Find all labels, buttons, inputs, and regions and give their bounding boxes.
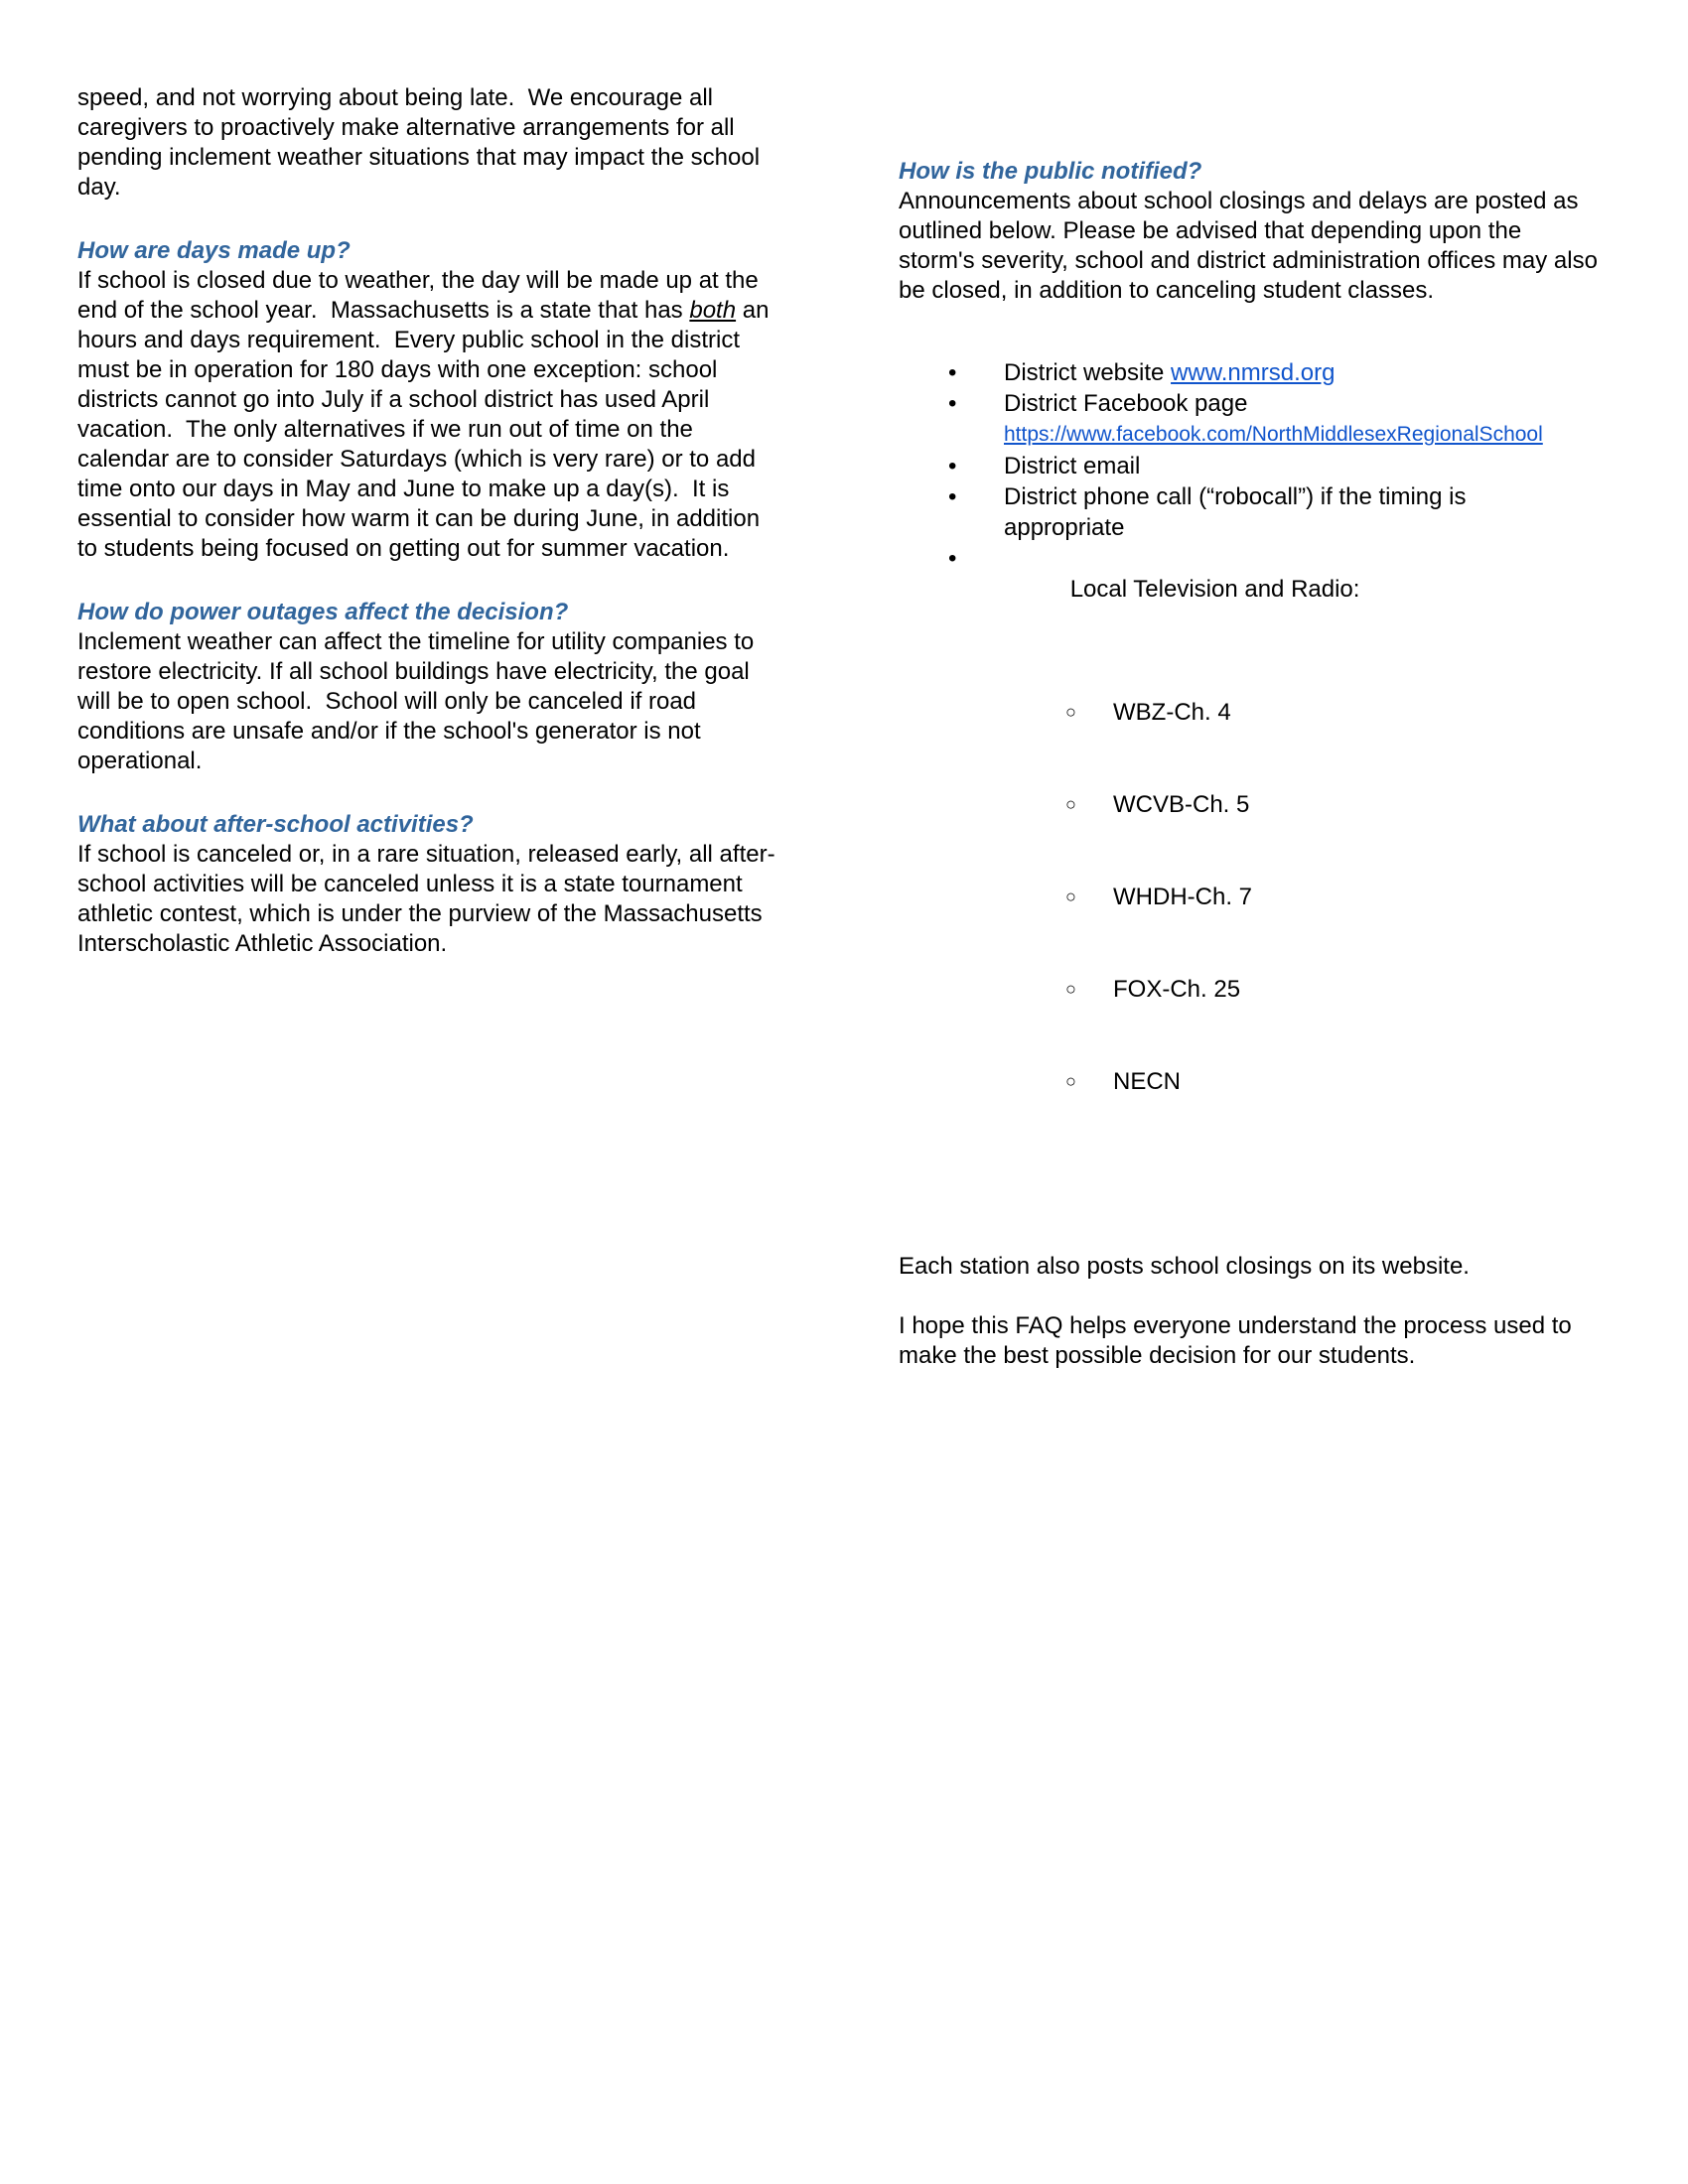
list-item-content	[1004, 357, 1565, 388]
section-power-outages	[77, 598, 784, 776]
sublist-item-label: NECN	[1113, 1068, 1182, 1095]
circle-bullet-icon: ○	[1065, 979, 1076, 999]
list-item-content	[1004, 451, 1565, 481]
list-item-label: District Facebook page	[1004, 390, 1248, 417]
list-item-robocall	[948, 481, 1599, 543]
section-body-days-made-up	[77, 266, 784, 564]
facebook-page-link[interactable]: https://www.facebook.com/NorthMiddlesexRegionalSchool	[1004, 423, 1543, 446]
sublist-item-whdh	[1065, 882, 1565, 912]
sublist-item-label: FOX-Ch. 25	[1113, 976, 1241, 1003]
public-notified-intro: Announcements about school closings and delays are posted as outlined below. Please be advised that depending upon the storm's severity, school and district administration offices may also be closed, in addition to canceling student classes.	[899, 188, 1605, 304]
sublist-item-label: WCVB-Ch. 5	[1113, 791, 1250, 818]
circle-bullet-icon: ○	[1065, 702, 1076, 722]
sublist-item-label: WBZ-Ch. 4	[1113, 699, 1231, 726]
bullet-icon: •	[948, 453, 957, 479]
intro-paragraph: speed, and not worrying about being late. We encourage all caregivers to proactively make alternative arrangements for all pending inclement weather situations that may impact the school day.	[77, 84, 767, 201]
section-days-made-up	[77, 236, 784, 564]
emphasized-word: both	[689, 297, 737, 324]
section-heading-days-made-up: How are days made up?	[77, 237, 351, 264]
sublist-item-fox	[1065, 974, 1565, 1005]
section-after-school	[77, 810, 784, 959]
list-item-district-email	[948, 451, 1599, 481]
list-item-facebook-page	[948, 388, 1599, 451]
district-website-link[interactable]: www.nmrsd.org	[1171, 359, 1336, 386]
list-item-label: Local Television and Radio:	[1069, 576, 1360, 603]
section-body-after-school: If school is canceled or, in a rare situation, released early, all after-school activities will be canceled unless it is a state tournament athletic contest, which is under the purview of the Massachusetts Interscholastic Athletic Association.	[77, 841, 775, 957]
sublist-item-label: WHDH-Ch. 7	[1113, 884, 1253, 910]
left-column	[77, 83, 784, 959]
list-item-district-website	[948, 357, 1599, 388]
list-item-content	[1004, 543, 1565, 1220]
circle-bullet-icon: ○	[1065, 794, 1076, 814]
section-body-power-outages: Inclement weather can affect the timeline for utility companies to restore electricity. If all school buildings have electricity, the goal will be to open school. School will only be canceled if road conditions are unsafe and/or if the school's generator is not operational.	[77, 628, 761, 774]
sublist-item-necn	[1065, 1066, 1565, 1097]
bullet-icon: •	[948, 483, 957, 510]
right-column	[899, 157, 1605, 1371]
circle-bullet-icon: ○	[1065, 887, 1076, 906]
tv-stations-sublist	[1065, 635, 1565, 1159]
list-item-label: District email	[1004, 453, 1141, 479]
section-heading-power-outages: How do power outages affect the decision?	[77, 599, 569, 625]
section-heading-public-notified: How is the public notified?	[899, 158, 1202, 185]
sublist-item-wbz	[1065, 697, 1565, 728]
body-text-before: If school is closed due to weather, the day will be made up at the end of the school year. Massachusetts is a state that has	[77, 267, 766, 324]
section-heading-after-school: What about after-school activities?	[77, 811, 474, 838]
list-item-label: District website	[1004, 359, 1172, 386]
list-item-tv-radio	[948, 543, 1599, 1220]
notification-channels-list	[899, 357, 1599, 1220]
sublist-item-wcvb	[1065, 789, 1565, 820]
bullet-icon: •	[948, 359, 957, 386]
list-item-content	[1004, 388, 1565, 451]
body-text-after: an hours and days requirement. Every public school in the district must be in operation for 180 days with one exception: school districts cannot go into July if a school district has used April vacation. The only alternatives if we run out of time on the calendar are to consider Saturdays (which is very rare) or to add time onto our days in May and June to make up a day(s). It is essential to consider how warm it can be during June, in addition to students being focused on getting out for summer vacation.	[77, 297, 776, 562]
list-item-content	[1004, 481, 1565, 543]
bullet-icon: •	[948, 390, 957, 417]
closing-paragraph: I hope this FAQ helps everyone understand the process used to make the best possible decision for our students.	[899, 1312, 1579, 1369]
stations-note-paragraph: Each station also posts school closings on its website.	[899, 1253, 1470, 1280]
list-item-label: District phone call (“robocall”) if the timing is appropriate	[1004, 483, 1474, 541]
circle-bullet-icon: ○	[1065, 1071, 1076, 1091]
bullet-icon: •	[948, 545, 957, 572]
